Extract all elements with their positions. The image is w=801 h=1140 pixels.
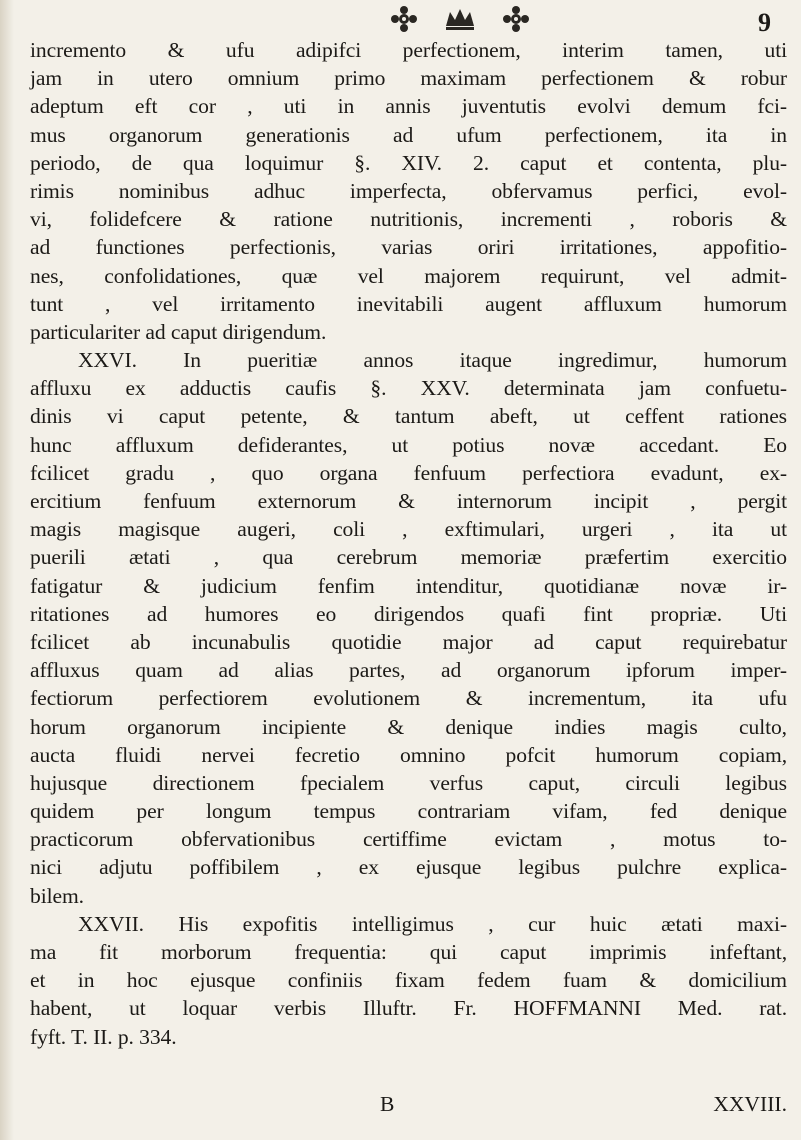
text-line: nes, confolidationes, quæ vel majorem requirunt, vel admit- [30, 263, 787, 288]
flower-ornament-icon [501, 6, 531, 32]
text-line: habent, ut loquar verbis Illuftr. Fr. HOFFMANNI Med. rat. [30, 996, 787, 1021]
text-line: bilem. [30, 883, 84, 908]
text-line: quidem per longum tempus contrariam vifam, fed denique [30, 799, 787, 824]
text-line: magis magisque augeri, coli , exftimulari, urgeri , ita ut [30, 517, 787, 542]
text-line: fectiorum perfectiorem evolutionem & incrementum, ita ufu [30, 686, 787, 711]
text-line: aucta fluidi nervei fecretio omnino pofcit humorum copiam, [30, 742, 787, 767]
text-line: jam in utero omnium primo maximam perfectionem & robur [30, 66, 787, 91]
text-line: ritationes ad humores eo dirigendos quafi fint propriæ. Uti [30, 601, 787, 626]
binding-gutter-shadow [0, 0, 14, 1140]
text-line: particulariter ad caput dirigendum. [30, 319, 327, 344]
text-line: ad functiones perfectionis, varias oriri irritationes, appofitio- [30, 235, 787, 260]
text-line: horum organorum incipiente & denique indies magis culto, [30, 714, 787, 739]
text-line: practicorum obfervationibus certiffime evictam , motus to- [30, 827, 787, 852]
text-line: incremento & ufu adipifci perfectionem, interim tamen, uti [30, 38, 787, 62]
text-line: fcilicet gradu , quo organa fenfuum perfectiora evadunt, ex- [30, 460, 787, 485]
page-footer [30, 1092, 787, 1122]
text-line: puerili ætati , qua cerebrum memoriæ præfertim exercitio [30, 545, 787, 570]
signature-mark: B [380, 1092, 395, 1116]
text-line: tunt , vel irritamento inevitabili augent affluxum humorum [30, 291, 787, 316]
text-line: dinis vi caput petente, & tantum abeft, ut ceffent rationes [30, 404, 787, 429]
page-number: 9 [758, 8, 771, 37]
text-line: adeptum eft cor , uti in annis juventutis evolvi demum fci- [30, 94, 787, 119]
text-line: hunc affluxum defiderantes, ut potius novæ accedant. Eo [30, 432, 787, 457]
flower-ornament-icon [389, 6, 419, 32]
text-line: ercitium fenfuum externorum & internorum incipit , pergit [30, 489, 787, 513]
text-line: periodo, de qua loquimur §. XIV. 2. caput et contenta, plu- [30, 150, 787, 175]
text-line: fcilicet ab incunabulis quotidie major ad caput requirebatur [30, 629, 787, 654]
text-line: XXVII. His expofitis intelligimus , cur huic ætati maxi- [78, 911, 787, 936]
body-text [30, 36, 787, 1051]
catchword: XXVIII. [713, 1092, 787, 1116]
text-line: et in hoc ejusque confiniis fixam fedem fuam & domicilium [30, 968, 787, 993]
text-line: hujusque directionem fpecialem verfus caput, circuli legibus [30, 770, 787, 795]
text-line: affluxus quam ad alias partes, ad organorum ipforum imper- [30, 658, 787, 683]
text-line: vi, folidefcere & ratione nutritionis, incrementi , roboris & [30, 207, 787, 232]
text-line: ma fit morborum frequentia: qui caput imprimis infeftant, [30, 940, 787, 964]
text-line: XXVI. In pueritiæ annos itaque ingredimur, humorum [78, 348, 787, 373]
text-line: rimis nominibus adhuc imperfecta, obfervamus perfici, evol- [30, 178, 787, 203]
text-line: nici adjutu poffibilem , ex ejusque legibus pulchre explica- [30, 855, 787, 880]
text-line: fatigatur & judicium fenfim intenditur, quotidianæ novæ ir- [30, 573, 787, 598]
text-line: affluxu ex adductis caufis §. XXV. determinata jam confuetu- [30, 376, 787, 401]
crown-ornament-icon [443, 6, 477, 32]
text-line: fyft. T. II. p. 334. [30, 1024, 177, 1049]
text-line: mus organorum generationis ad ufum perfectionem, ita in [30, 122, 787, 147]
header-ornament [360, 2, 560, 36]
